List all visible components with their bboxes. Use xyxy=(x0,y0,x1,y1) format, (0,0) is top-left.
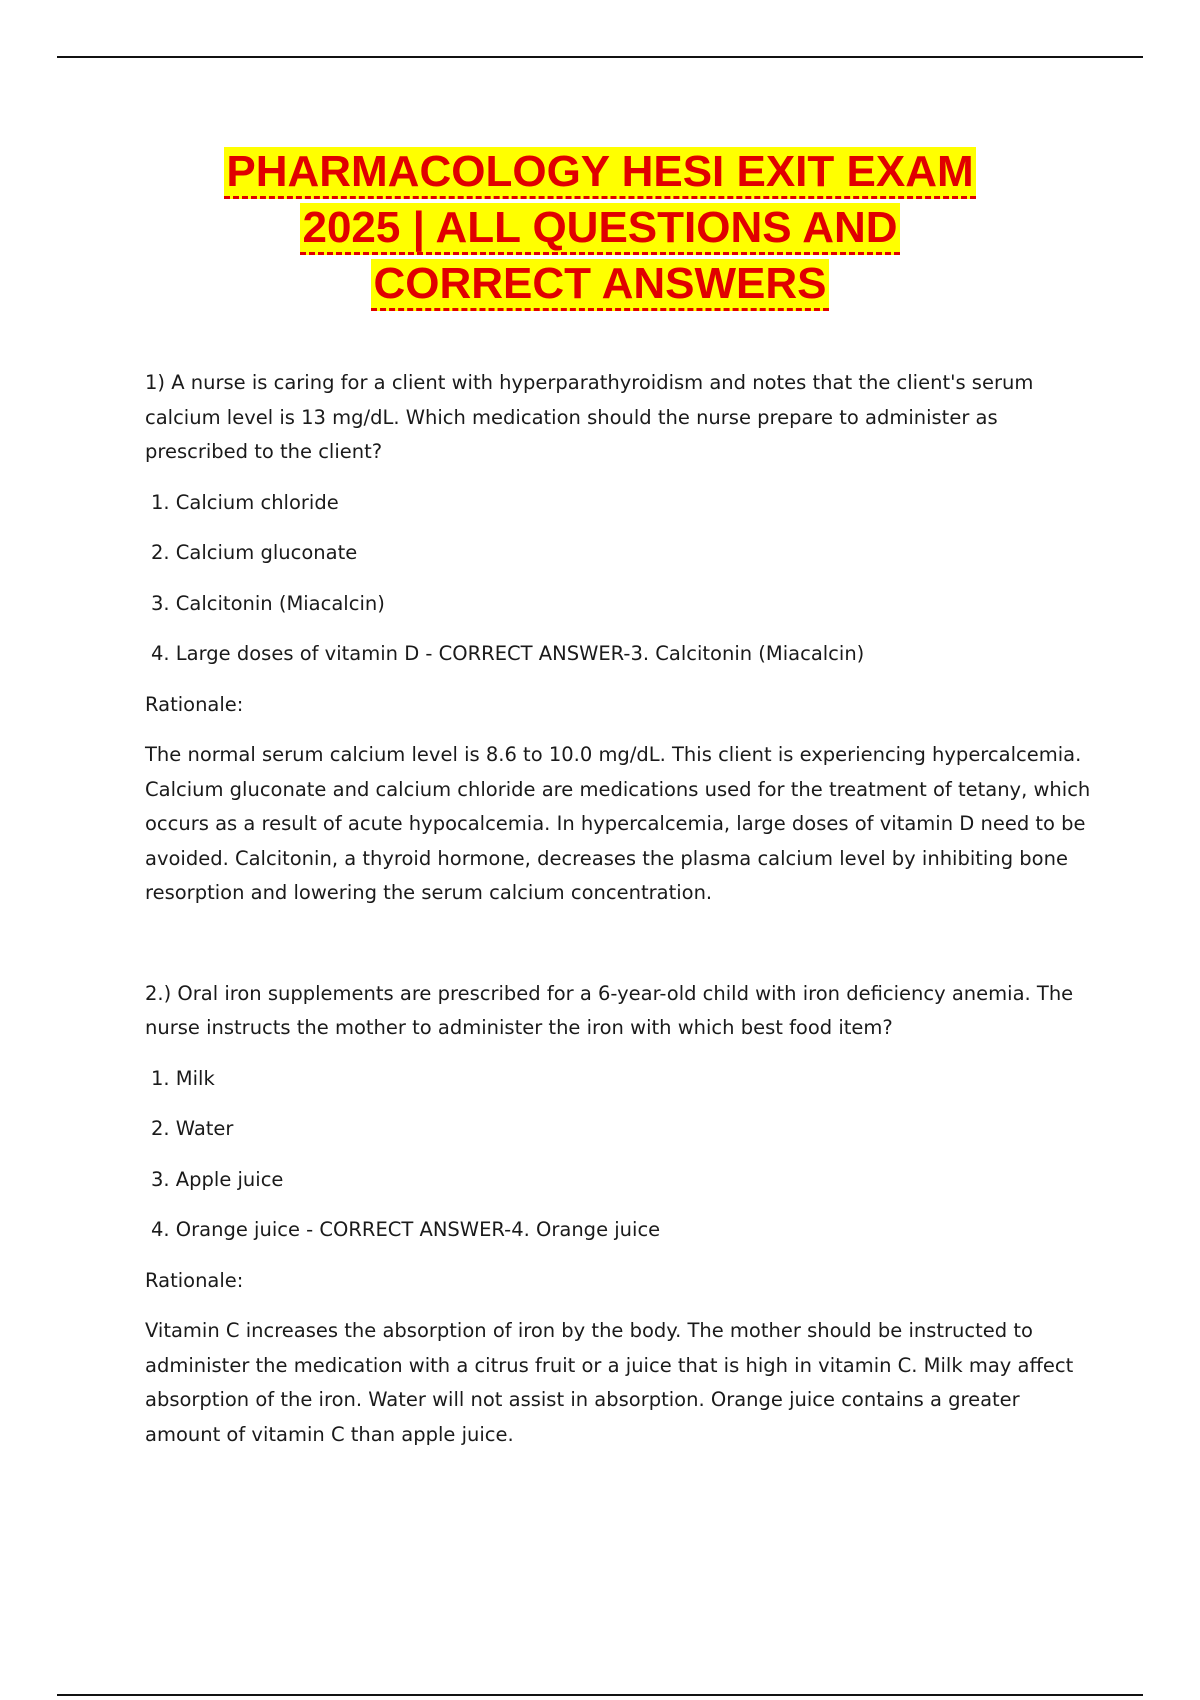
document-body xyxy=(145,366,1095,1468)
title-line-2: 2025 | ALL QUESTIONS AND xyxy=(300,203,899,255)
question-1 xyxy=(145,366,1095,911)
rationale-label: Rationale: xyxy=(145,692,244,716)
bottom-divider xyxy=(57,1694,1143,1696)
title-line-1: PHARMACOLOGY HESI EXIT EXAM xyxy=(224,147,975,199)
question-spacer xyxy=(145,927,1095,977)
answer-option: 3. Apple juice xyxy=(151,1167,284,1191)
answer-option: 3. Calcitonin (Miacalcin) xyxy=(151,591,385,615)
rationale-text: The normal serum calcium level is 8.6 to 10.0 mg/dL. This client is experiencing hypercalcemia. Calcium gluconate and calcium chloride are medications used for the treatment of tetany, which occurs as a result of acute hypocalcemia. In hypercalcemia, large doses of vitamin D need to be avoided. Calcitonin, a thyroid hormone, decreases the plasma calcium level by inhibiting bone resorption and lowering the serum calcium concentration. xyxy=(145,743,1091,904)
question-stem: 1) A nurse is caring for a client with hyperparathyroidism and notes that the client's serum calcium level is 13 mg/dL. Which medication should the nurse prepare to administer as prescribed to the client? xyxy=(145,371,1034,463)
question-stem: 2.) Oral iron supplements are prescribed for a 6-year-old child with iron deficiency anemia. The nurse instructs the mother to administer the iron with which best food item? xyxy=(145,981,1074,1039)
answer-option: 1. Milk xyxy=(151,1066,215,1090)
title-line-3: CORRECT ANSWERS xyxy=(371,259,828,311)
answer-option: 2. Calcium gluconate xyxy=(151,541,358,564)
document-title xyxy=(0,144,1200,312)
answer-option-with-correct-answer: 4. Orange juice - CORRECT ANSWER-4. Orange juice xyxy=(151,1218,661,1241)
question-2 xyxy=(145,977,1095,1453)
rationale-label: Rationale: xyxy=(145,1268,244,1292)
answer-option: 1. Calcium chloride xyxy=(151,490,339,514)
rationale-text: Vitamin C increases the absorption of iron by the body. The mother should be instructed to administer the medication with a citrus fruit or a juice that is high in vitamin C. Milk may affect absorption of the iron. Water will not assist in absorption. Orange juice contains a greater amount of vitamin C than apple juice. xyxy=(145,1319,1074,1446)
answer-option: 2. Water xyxy=(151,1117,234,1140)
answer-option-with-correct-answer: 4. Large doses of vitamin D - CORRECT ANSWER-3. Calcitonin (Miacalcin) xyxy=(151,642,865,665)
top-divider xyxy=(57,56,1143,58)
